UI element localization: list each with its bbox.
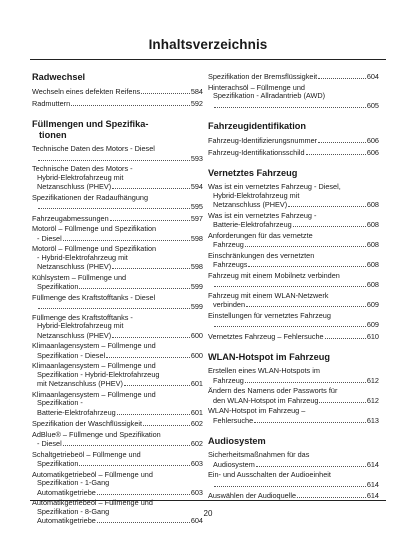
toc-entry-line [208, 200, 379, 210]
dot-leader [293, 220, 366, 227]
dot-leader [318, 72, 366, 79]
dot-leader [306, 148, 366, 155]
toc-entry[interactable] [208, 252, 379, 270]
toc-entry-line [32, 99, 203, 109]
toc-entry[interactable] [208, 148, 379, 158]
toc-entry[interactable] [32, 391, 203, 418]
toc-page-number: 614 [366, 459, 379, 469]
dot-leader [297, 491, 366, 498]
toc-page-number: 592 [190, 98, 203, 108]
toc-page-number: 609 [366, 320, 379, 329]
toc-entry-text: Fahrzeug mit einem Mobilnetz verbinden [208, 271, 340, 280]
toc-entry-text: Spezifikation der Waschflüssigkeit [32, 420, 143, 428]
dot-leader [288, 200, 366, 207]
toc-page-number: 614 [366, 479, 379, 489]
toc-page-number: 600 [190, 350, 203, 360]
dot-leader [214, 280, 366, 287]
toc-entry-text: Spezifikation der Bremsflüssigkeit [208, 73, 318, 81]
dot-leader [38, 202, 190, 209]
toc-page-number: 610 [366, 331, 379, 341]
toc-entry[interactable] [208, 272, 379, 290]
toc-entry-line [32, 331, 203, 341]
right-column [208, 72, 379, 503]
dot-leader [79, 459, 189, 466]
toc-page-number: 594 [190, 182, 203, 191]
toc-entry-text: Fahrzeugs [213, 261, 248, 269]
header-rule [30, 59, 386, 60]
toc-entry-text: Hybrid-Elektrofahrzeug mit [37, 322, 124, 330]
section-heading [32, 119, 203, 141]
toc-entry-text: Fahrzeug [213, 376, 244, 385]
toc-page-number: 608 [366, 220, 379, 229]
toc-entry[interactable] [32, 342, 203, 360]
toc-entry-line [32, 302, 203, 312]
toc-entry-text: mit Netzanschluss (PHEV) [37, 380, 123, 388]
toc-entry-text: Klimaanlagensystem – Füllmenge und [32, 390, 156, 399]
toc-entry-line [32, 202, 203, 212]
section-fuellmengen [32, 119, 203, 526]
toc-entry-line [32, 379, 203, 389]
toc-entry-text: Fahrzeugabmessungen [32, 214, 109, 223]
toc-entry-line [208, 460, 379, 470]
toc-entry-text: Fahrzeug mit einem WLAN-Netzwerk [208, 291, 329, 300]
toc-entry-line [32, 282, 203, 292]
toc-entry-line [208, 240, 379, 250]
toc-page-number: 612 [366, 375, 379, 385]
section-fluid-continued [208, 72, 379, 110]
dot-leader [97, 488, 190, 495]
toc-entry-text: Spezifikation [37, 283, 79, 291]
toc-entry[interactable] [32, 362, 203, 389]
toc-entry-line [32, 234, 203, 244]
left-column [32, 72, 203, 528]
toc-entry[interactable] [208, 407, 379, 425]
toc-entry-text: Automatikgetriebe [37, 517, 96, 525]
footer-rule [30, 500, 386, 501]
toc-entry[interactable] [32, 431, 203, 449]
toc-entry-line [32, 87, 203, 97]
toc-entry-line [208, 260, 379, 270]
section-fahrzeugidentifikation [208, 121, 379, 157]
toc-page-number: 608 [366, 200, 379, 209]
toc-page-number: 603 [190, 487, 203, 497]
toc-entry[interactable] [32, 225, 203, 243]
toc-entry-text: Füllmenge des Kraftstofftanks - [32, 313, 133, 322]
toc-entry-line [208, 280, 379, 290]
page-number: 20 [203, 509, 213, 518]
toc-page-number: 584 [190, 87, 203, 96]
section-heading-line: Fahrzeugidentifikation [208, 121, 307, 131]
toc-entry[interactable] [32, 274, 203, 292]
toc-page-number: 602 [190, 439, 203, 448]
toc-entry-text: Einstellungen für vernetztes Fahrzeug [208, 311, 331, 320]
toc-entry-text: Batterie-Elektrofahrzeug [37, 408, 116, 417]
toc-page-number: 597 [190, 213, 203, 223]
toc-entry[interactable] [32, 245, 203, 272]
toc-page-number: 595 [190, 202, 203, 211]
toc-entry[interactable] [32, 145, 203, 163]
toc-page-number: 614 [366, 491, 379, 500]
toc-entry-line [32, 408, 203, 418]
dot-leader [325, 332, 366, 339]
toc-entry-text: Radmuttern [32, 99, 71, 108]
toc-entry[interactable] [208, 367, 379, 385]
toc-entry-text: Spezifikation - 1-Gang [37, 479, 110, 487]
toc-entry-line [208, 396, 379, 406]
toc-entry-text: Automatikgetriebe [37, 488, 96, 497]
section-wlan-hotspot [208, 352, 379, 425]
toc-entry-text: Netzanschluss (PHEV) [213, 201, 288, 209]
toc-entry-text: Anforderungen für das vernetzte [208, 231, 313, 240]
toc-entry-line [32, 459, 203, 469]
dot-leader [124, 379, 190, 386]
toc-entry-line [208, 332, 379, 342]
dot-leader [71, 99, 190, 106]
toc-page-number: 604 [366, 72, 379, 81]
toc-entry-line [208, 220, 379, 230]
dot-leader [214, 101, 366, 108]
toc-entry[interactable] [32, 87, 203, 97]
toc-entry-text: Audiosystem [213, 460, 255, 469]
section-heading-line: Audiosystem [208, 436, 266, 446]
section-heading [208, 352, 379, 363]
toc-page-number: 606 [366, 147, 379, 157]
section-heading-line: Vernetztes Fahrzeug [208, 168, 298, 178]
toc-entry-text: - Diesel [37, 234, 62, 243]
toc-entry-text: Erstellen eines WLAN-Hotspots im [208, 367, 320, 375]
toc-entry-line [32, 419, 203, 429]
dot-leader [214, 480, 366, 487]
toc-entry-text: Ein- und Ausschalten der Audioeinheit [208, 471, 331, 479]
toc-page-number: 609 [366, 300, 379, 309]
dot-leader [245, 376, 366, 383]
toc-entry-line [208, 320, 379, 330]
dot-leader [110, 214, 190, 221]
section-heading [32, 72, 203, 83]
toc-page-number: 604 [190, 516, 203, 525]
toc-entry[interactable] [208, 471, 379, 489]
toc-page-number: 600 [190, 330, 203, 340]
toc-entry-text: Technische Daten des Motors - [32, 165, 133, 173]
toc-entry[interactable] [32, 314, 203, 341]
toc-page-number: 612 [366, 395, 379, 405]
toc-entry[interactable] [208, 232, 379, 250]
toc-entry-text: Spezifikation - Allradantrieb (AWD) [213, 92, 326, 100]
section-vernetztes-fahrzeug [208, 168, 379, 341]
toc-page-number: 593 [190, 153, 203, 163]
toc-entry-text: Batterie-Elektrofahrzeug [213, 221, 292, 229]
dot-leader [254, 416, 366, 423]
page-title: Inhaltsverzeichnis [148, 37, 268, 52]
toc-entry-line [32, 488, 203, 498]
dot-leader [245, 240, 366, 247]
dot-leader [256, 460, 366, 467]
toc-entry-line [32, 439, 203, 449]
toc-entry-line [208, 300, 379, 310]
toc-entry-text: AdBlue® – Füllmenge und Spezifikation [32, 430, 161, 439]
toc-entry-text: Fahrzeug [213, 241, 244, 249]
toc-page-number: 606 [366, 136, 379, 145]
toc-page-number: 599 [190, 282, 203, 291]
toc-entry-line [208, 416, 379, 426]
toc-page-number: 601 [190, 407, 203, 417]
toc-entry-text: Sicherheitsmaßnahmen für das [208, 451, 310, 459]
toc-entry-line [208, 136, 379, 146]
section-heading [208, 121, 379, 132]
toc-entry-text: Schaltgetriebeöl – Füllmenge und [32, 450, 141, 459]
dot-leader [112, 182, 190, 189]
toc-entry-text: WLAN-Hotspot im Fahrzeug – [208, 407, 306, 415]
toc-entry-text: Automatikgetriebeöl – Füllmenge und [32, 470, 153, 479]
toc-entry-text: Ändern des Namens oder Passworts für [208, 387, 338, 395]
toc-entry[interactable] [208, 84, 379, 111]
toc-page-number: 603 [190, 459, 203, 468]
toc-entry[interactable] [208, 72, 379, 82]
toc-entry[interactable] [32, 194, 203, 212]
dot-leader [246, 300, 366, 307]
toc-page-number: 608 [366, 280, 379, 289]
toc-entry-line [208, 72, 379, 82]
toc-entry[interactable] [32, 471, 203, 498]
toc-entry-text: Netzanschluss (PHEV) [37, 263, 112, 271]
toc-entry[interactable] [208, 183, 379, 210]
dot-leader [319, 396, 365, 403]
toc-entry-line [208, 148, 379, 158]
section-heading-line: Füllmengen und Spezifika- [32, 119, 149, 129]
toc-entry[interactable] [208, 332, 379, 342]
toc-entry-text: Füllmenge des Kraftstofftanks - Diesel [32, 293, 156, 302]
toc-entry-text: Spezifikationen der Radaufhängung [32, 193, 149, 202]
toc-entry-text: Kühlsystem – Füllmenge und [32, 273, 127, 282]
toc-entry[interactable] [208, 136, 379, 146]
toc-entry-text: den WLAN-Hotspot im Fahrzeug [213, 396, 319, 405]
section-heading [208, 168, 379, 179]
toc-entry-text: Was ist ein vernetztes Fahrzeug - [208, 211, 317, 220]
toc-entry-line [32, 154, 203, 164]
toc-entry-line [208, 376, 379, 386]
toc-entry-text: Hybrid-Elektrofahrzeug mit [37, 173, 124, 182]
toc-entry[interactable] [32, 419, 203, 429]
dot-leader [318, 136, 366, 143]
toc-entry-text: Motoröl – Füllmenge und Spezifikation [32, 225, 157, 233]
toc-entry-line [32, 214, 203, 224]
dot-leader [248, 260, 365, 267]
toc-entry-line [208, 480, 379, 490]
toc-entry-text: Spezifikation - 8-Gang [37, 507, 110, 516]
toc-entry-text: Auswählen der Audioquelle [208, 492, 297, 500]
toc-entry-text: Spezifikation - Hybrid-Elektrofahrzeug [37, 370, 160, 379]
toc-entry-text: Spezifikation [37, 460, 79, 468]
toc-page-number: 608 [366, 240, 379, 249]
dot-leader [63, 439, 190, 446]
dot-leader [106, 351, 190, 358]
section-heading [208, 436, 379, 447]
toc-page-number: 605 [366, 100, 379, 110]
toc-entry-text: Motoröl – Füllmenge und Spezifikation [32, 245, 157, 253]
section-heading-line: WLAN-Hotspot im Fahrzeug [208, 352, 330, 362]
toc-entry-text: verbinden [213, 301, 246, 309]
toc-entry-text: Hybrid-Elektrofahrzeug mit [213, 191, 300, 200]
dot-leader [112, 262, 190, 269]
toc-entry[interactable] [32, 294, 203, 312]
toc-entry[interactable] [208, 212, 379, 230]
toc-entry[interactable] [208, 292, 379, 310]
toc-entry[interactable] [32, 99, 203, 109]
dot-leader [141, 87, 190, 94]
dot-leader [38, 154, 190, 161]
toc-entry-text: - Diesel [37, 440, 62, 448]
toc-entry-text: Fahrzeug-Identifikationsschild [208, 148, 305, 157]
toc-entry-text: Netzanschluss (PHEV) [37, 331, 112, 340]
section-audiosystem [208, 436, 379, 501]
toc-entry[interactable] [208, 387, 379, 405]
toc-entry[interactable] [208, 451, 379, 469]
section-radwechsel [32, 72, 203, 108]
toc-entry-text: Was ist ein vernetztes Fahrzeug - Diesel, [208, 183, 341, 191]
toc-entry-text: Klimaanlagensystem – Füllmenge und [32, 362, 156, 370]
toc-entry-line [32, 351, 203, 361]
toc-page-number: 608 [366, 260, 379, 269]
toc-entry[interactable] [208, 312, 379, 330]
toc-entry-text: - Hybrid-Elektrofahrzeug mit [37, 253, 128, 262]
toc-page-number: 602 [190, 419, 203, 428]
toc-entry-text: Spezifikation - Diesel [37, 351, 106, 360]
toc-entry-line [32, 262, 203, 272]
toc-entry-text: Automatikgetriebeöl – Füllmenge und [32, 499, 153, 507]
toc-entry-line [32, 182, 203, 192]
toc-entry-text: Spezifikation - [37, 399, 83, 407]
toc-entry-line [208, 101, 379, 111]
toc-entry-text: Wechseln eines defekten Reifens [32, 88, 141, 96]
dot-leader [79, 282, 189, 289]
toc-page-number: 598 [190, 233, 203, 243]
toc-entry-text: Fehlersuche [213, 416, 254, 425]
dot-leader [112, 331, 190, 338]
section-heading-line: Radwechsel [32, 72, 86, 82]
toc-entry-text: Netzanschluss (PHEV) [37, 183, 112, 191]
dot-leader [38, 302, 190, 309]
dot-leader [143, 419, 190, 426]
toc-entry-text: Fahrzeug-Identifizierungsnummer [208, 137, 318, 145]
dot-leader [214, 320, 366, 327]
toc-entry[interactable] [32, 214, 203, 224]
toc-entry-text: Technische Daten des Motors - Diesel [32, 145, 155, 153]
dot-leader [117, 408, 190, 415]
toc-page-number: 598 [190, 262, 203, 271]
toc-entry-text: Vernetztes Fahrzeug – Fehlersuche [208, 332, 324, 341]
section-heading-line: tionen [39, 130, 67, 140]
toc-entry[interactable] [32, 451, 203, 469]
toc-page-number: 601 [190, 379, 203, 388]
toc-entry-text: Hinterachsöl – Füllmenge und [208, 83, 305, 92]
toc-page-number: 613 [366, 415, 379, 425]
toc-entry-text: Klimaanlagensystem – Füllmenge und [32, 342, 156, 350]
toc-entry-text: Einschränkungen des vernetzten [208, 251, 315, 260]
dot-leader [63, 234, 190, 241]
toc-entry[interactable] [32, 165, 203, 192]
toc-page-number: 599 [190, 302, 203, 311]
